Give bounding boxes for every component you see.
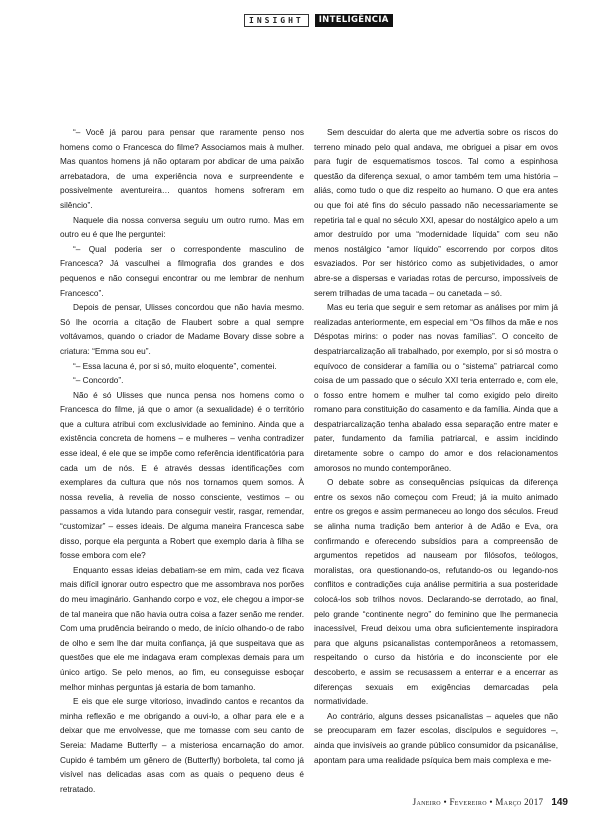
paragraph: Naquele dia nossa conversa seguiu um outro rumo. Mas em outro eu é que lhe perguntei:	[60, 215, 304, 240]
paragraph: Ao contrário, alguns desses psicanalistas – aqueles que não se preocuparam em fazer escolas, discípulos e seguidores –, ainda que invisíveis ao grande público consumidor da psicanálise, apontam para uma realidade psíquica bem mais complexa e me-	[314, 711, 558, 765]
paragraph: “– Essa lacuna é, por si só, muito eloquente”, comentei.	[73, 361, 277, 371]
paragraph: Depois de pensar, Ulisses concordou que não havia mesmo. Só lhe ocorria a citação de Flaubert sobre a qual sempre voltávamos, quando o criador de Madame Bovary disse sobre a criatura: “Emma sou eu”.	[60, 303, 304, 356]
paragraph: E eis que ele surge vitorioso, invadindo cantos e recantos da minha reflexão e me obrigando a ouvi-lo, a olhar para ele e a deixar que me envolvesse, que me tomasse com seu canto de Sereia: Madame Butterfly – a misteriosa encarnação do amor. Cupido é também um gênero de (Butterfly) borboleta, tal como já visível nas delicadas asas com as quais o pequeno deus é retratado.	[60, 697, 304, 794]
right-text-column	[314, 126, 558, 768]
paragraph: Não é só Ulisses que nunca pensa nos homens como o Francesca do filme, já que o amor (a sexualidade) é o território que a cultura atribui com exclusividade ao feminino. Ainda que a existência concreta de homens – e mulheres – venha contradizer esse ideal, é ele que se impõe como referência identificatória para cada um de nós. E é através dessas identificações com exemplares da cultura que nós nos tornamos quem somos. À nossa revelia, à revelia de nosso consciente, vestimos – ou passamos a vida lutando para conseguir vestir, rasgar, remendar, “customizar” – esses ideais. De alguma maneira Francesca sabe disso, porque ela pergunta a Robert que exemplo daria à filha se fosse embora com ele?	[60, 390, 304, 561]
paragraph: O debate sobre as consequências psíquicas da diferença entre os sexos não começou com Freud; já ia muito animado entre os gregos e assim permaneceu ao longo dos séculos. Freud se alinha numa tradição bem anterior à de Adão e Eva, ora confirmando e oferecendo subsídios para a compreensão de argumentos repetidos ad nauseam por filósofos, teólogos, moralistas, ora questionando-os, refutando-os ou legando-nos conflitos e contradições cuja análise permitiria a sua posteridade colocá-los sob trilhos novos. Declarando-se derrotado, ao final, pelo grande “continente negro” do feminino que lhe permanecia inacessível, Freud deixou uma obra suficientemente inspiradora para que alguns psicanalistas contemporâneos a retomassem, respeitando o curso da história e do inconsciente por ele descoberto, e assim se recusassem a enterrar e a encerrar as diferenças sexuais em exigências demarcadas pela normatividade.	[314, 478, 558, 707]
page-number: 149	[551, 797, 568, 808]
paragraph: “– Você já parou para pensar que raramente penso nos homens como o Francesca do filme? Associamos mais à mulher. Mas quantos homens já não optaram por abdicar de uma paixão arrebatadora, de uma experiência nova e surpreendente e possivelmente aventureira… quantos homens sofreram em silêncio”.	[60, 128, 304, 210]
paragraph: Sem descuidar do alerta que me advertia sobre os riscos do terreno minado pelo qual andava, me obriguei a pisar em ovos para fugir de esquematismos toscos. Tal como a espinhosa questão da diferença sexual, o amor também tem uma história – aliás, como tudo o que diz respeito ao humano. O que era antes ou que foi até fins do século passado não necessariamente se repetiria tal e qual no século XXI, apesar do nostálgico apelo a um amor destruído por uma “modernidade líquida” com seu não menos nostálgico “amor líquido” escorrendo por corpos ditos esvaziados. Por ser histórico como as subjetividades, o amor abre-se a dispersas e variadas rotas de percurso, impossíveis de serem trilhadas de uma tacada – ou canetada – só.	[314, 128, 558, 298]
section-label: INTELIGÊNCIA	[315, 14, 393, 27]
page-footer	[413, 797, 568, 808]
paragraph: “– Concordo”.	[73, 376, 124, 386]
section-header	[244, 14, 393, 27]
paragraph: Mas eu teria que seguir e sem retomar as análises por mim já realizadas anteriormente, em especial em “Os filhos da mãe e nos Déspotas mirins: o poder nas novas famílias”. O conceito de despatriarcalização ali trabalhado, por exemplo, por si só mostra o equívoco de considerar a família ou o “sistema” patriarcal como coisa de um passado que o século XXI teria enterrado e, com ele, o fosso entre homem e mulher tal como exigido pelo direito romano para constituição do casamento e da família. Ainda que a despatriarcalização tenha abalado essa separação entre mater e pater, fundamento da família patriarcal, e assim incidindo diretamente sobre o campo do amor e dos relacionamentos amorosos no mundo contemporâneo.	[314, 303, 558, 473]
left-text-column	[60, 126, 304, 797]
magazine-name: INSIGHT	[244, 14, 309, 27]
paragraph: Enquanto essas ideias debatiam-se em mim, cada vez ficava mais difícil ignorar outro espectro que me assombrava nos porões do meu imaginário. Ganhando corpo e voz, ele chegou a impor-se de tal maneira que não havia outra coisa a fazer senão me render. Com uma prudência beirando o medo, de início olhando-o de rabo de olho e sem lhe dar muita confiança, já que suspeitava que as questões que ele me indagava eram complexas demais para um único artigo. Se pelo menos, ao fim, eu conseguisse esboçar melhor minhas perguntas já estaria de bom tamanho.	[60, 565, 304, 692]
issue-date: Janeiro • Fevereiro • Março 2017	[412, 797, 544, 807]
paragraph: “– Qual poderia ser o correspondente masculino de Francesca? Já vasculhei a filmografia dos grandes e dos pequenos e não consegui encontrar ou me lembrar de nenhum Francesco”.	[60, 244, 304, 298]
